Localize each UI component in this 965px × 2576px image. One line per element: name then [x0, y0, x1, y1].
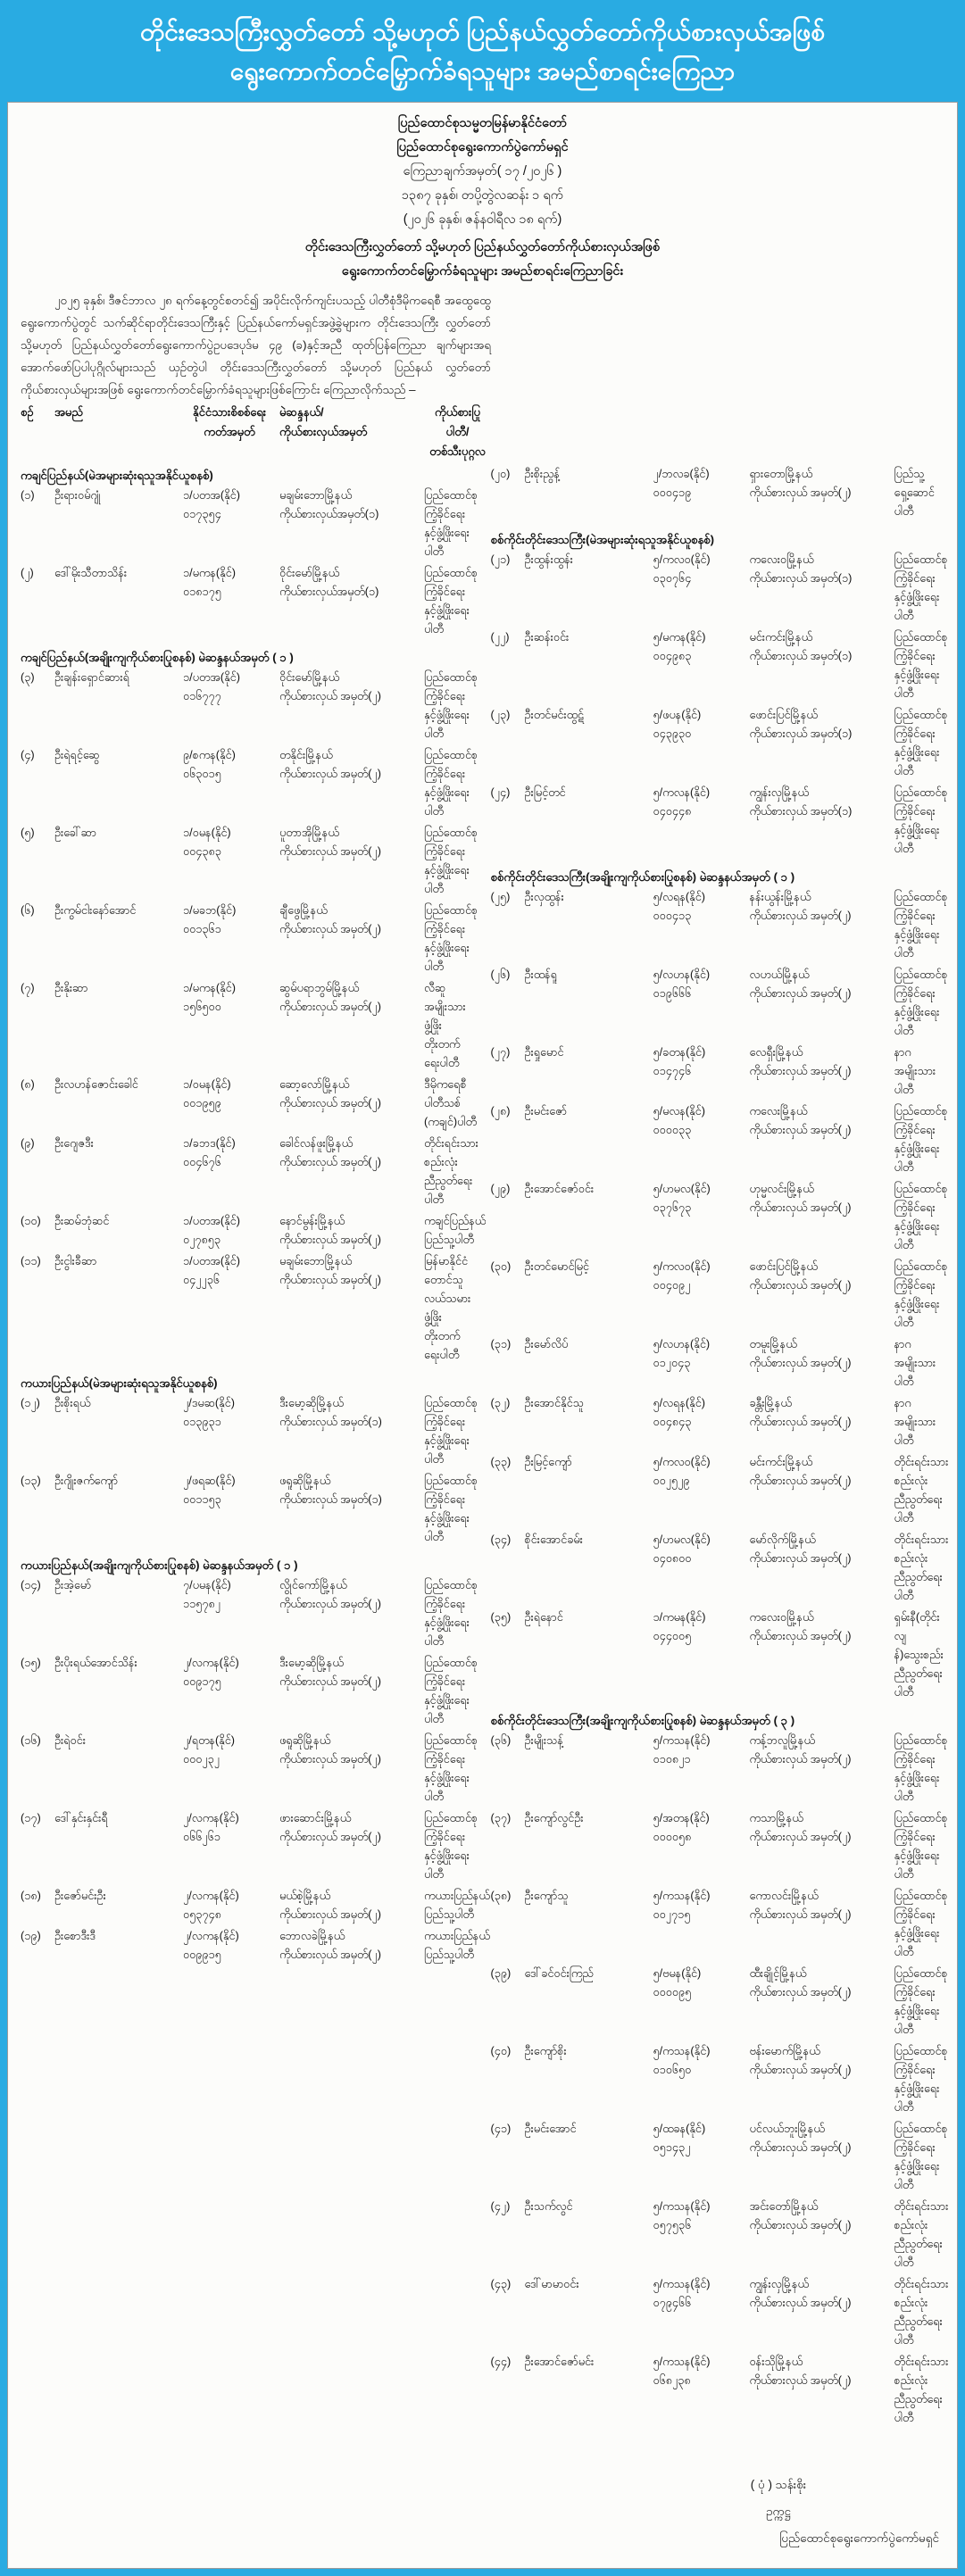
entry-nrc: ၅/ထခန(နိုင်) ၀၅၁၄၃၂	[653, 2123, 706, 2154]
entry-number: (၃၂)	[490, 1397, 511, 1409]
entry-row	[490, 1258, 948, 1333]
entry-constituency: ထီးချိုင့်မြို့နယ် ကိုယ်စားလှယ် အမှတ်(၂)	[749, 1967, 852, 1998]
entry-number: (၁၂)	[21, 1397, 40, 1409]
entry-constituency: လေရှီးမြို့နယ် ကိုယ်စားလှယ် အမှတ်(၂)	[749, 1046, 852, 1077]
entry-party: ပြည်ထောင်စုကြံ့ခိုင်ရေး နှင့်ဖွံ့ဖြိုးရေးပါတီ	[424, 671, 478, 740]
entry-party: တိုင်းရင်းသားစည်းလုံး ညီညွတ်ရေးပါတီ	[894, 1456, 949, 1525]
entry-party: ကယားပြည်နယ် ပြည်သူ့ပါတီ	[424, 1890, 490, 1921]
myanmar-date: ၁၃၈၇ ခုနှစ်၊ တပို့တွဲလဆန်း ၁ ရက်	[402, 188, 563, 203]
entry-party: တိုင်းရင်းသားစည်းလုံး ညီညွတ်ရေးပါတီ	[424, 1137, 478, 1206]
entry-row	[21, 902, 478, 976]
entry-party: ပြည်ထောင်စုကြံ့ခိုင်ရေး နှင့်ဖွံ့ဖြိုးရေးပါတီ	[894, 1967, 948, 2036]
entry-name: ဦးစိုးရယ်	[54, 1397, 91, 1409]
entry-nrc: ၅/ကသန(နိုင်) ၀၆၈၂၃၈	[653, 2356, 711, 2387]
entry-party: ပြည်သူ့ရှေ့ဆောင်ပါတီ	[894, 468, 935, 518]
entry-party: ပြည်ထောင်စုကြံ့ခိုင်ရေး နှင့်ဖွံ့ဖြိုးရေးပါတီ	[894, 553, 948, 622]
entry-number: (၁၁)	[21, 1255, 41, 1267]
entry-number: (၃၈)	[490, 1890, 512, 1902]
entry-party: ပြည်ထောင်စုကြံ့ခိုင်ရေး နှင့်ဖွံ့ဖြိုးရေးပါတီ	[424, 1475, 478, 1543]
entry-constituency: ကျွန်းလှမြို့နယ် ကိုယ်စားလှယ် အမှတ်(၂)	[749, 2278, 852, 2309]
entry-party: ပြည်ထောင်စုကြံ့ခိုင်ရေး နှင့်ဖွံ့ဖြိုးရေးပါတီ	[424, 1734, 478, 1803]
entry-row	[21, 746, 478, 821]
entry-number: (၄၃)	[490, 2278, 512, 2290]
entry-constituency: နန်းယွန်းမြို့နယ် ကိုယ်စားလှယ် အမှတ်(၂)	[749, 891, 852, 922]
entry-name: ဦးအဲ့မော်	[54, 1579, 92, 1591]
entry-number: (၄၁)	[490, 2123, 512, 2135]
list-column-1	[21, 465, 490, 1967]
entry-nrc: ၁/ဝမန(နိုင်) ၀၀၄၃၈၃	[183, 827, 231, 858]
entry-name: ဦးရားဝမ်ဂျုံ	[54, 489, 101, 502]
entry-nrc: ၅/မကန(နိုင်) ၀၀၄၉၈၃	[653, 631, 706, 662]
document-title-line-2: ရွေးကောက်တင်မြှောက်ခံရသူများ အမည်စာရင်းကြေညာခြင်း	[341, 264, 624, 278]
table-header	[21, 403, 491, 461]
entry-nrc: ၉/စကန(နိုင်) ၀၆၃၀၁၅	[183, 749, 236, 780]
entry-row	[21, 1887, 490, 1924]
entry-name: ဦးဆမ်ဘုံဆင်	[54, 1215, 110, 1227]
entry-name: ဒေါ်နှင်းနှင်းရီ	[54, 1812, 108, 1824]
entry-number: (၂၄)	[490, 786, 511, 799]
entry-row	[21, 1732, 478, 1807]
entry-party: ပြည်ထောင်စုကြံ့ခိုင်ရေး နှင့်ဖွံ့ဖြိုးရေးပါတီ	[894, 1183, 948, 1251]
entry-name: ဦးဆန်းဝင်း	[524, 631, 570, 644]
entry-constituency: လဟယ်မြို့နယ် ကိုယ်စားလှယ် အမှတ်(၂)	[749, 968, 852, 1000]
entry-row	[21, 1927, 490, 1965]
entry-party: နာဂအမျိုးသားပါတီ	[894, 1397, 936, 1447]
entry-name: ဦးထွန်းထွန်း	[524, 553, 573, 566]
entry-party: တိုင်းရင်းသားစည်းလုံး ညီညွတ်ရေးပါတီ	[894, 2200, 949, 2269]
entry-name: ဦးထန်ရူ	[524, 968, 557, 981]
entry-party: လီဆူအမျိုးသားဖွံ့ဖြိုး တိုးတက်ရေးပါတီ	[424, 982, 466, 1069]
entry-name: ဦးမင်းဇော်	[524, 1105, 567, 1118]
entry-row	[490, 706, 948, 781]
entry-name: ဒေါ်မာမာဝင်း	[524, 2278, 579, 2290]
section-header: ကယားပြည်နယ်(အချိုးကျကိုယ်စားပြုစနစ်) မဲဆန္ဒနယ်အမှတ် ( ၁ )	[21, 1558, 298, 1572]
entry-constituency: ကောလင်းမြို့နယ် ကိုယ်စားလှယ် အမှတ်(၂)	[749, 1890, 852, 1921]
entry-nrc: ၅/အတန(နိုင်) ၀၀၀၀၅၈	[653, 1812, 710, 1843]
entry-row	[21, 1076, 475, 1132]
entry-row	[490, 1732, 948, 1807]
signature-role: ဥက္ကဋ္ဌ	[765, 2505, 792, 2518]
entry-row	[490, 628, 948, 703]
column-header-nrc: နိုင်ငံသားစိစစ်ရေး ကတ်အမှတ်	[192, 405, 267, 438]
entry-name: ဦးအောင်ဇော်မင်း	[524, 2356, 595, 2368]
entry-constituency: နောင်မွန်းမြို့နယ် ကိုယ်စားလှယ် အမှတ်(၂)	[279, 1215, 381, 1246]
entry-nrc: ၅/လရန(နိုင်) ၀၀၄၈၄၃	[653, 1397, 705, 1428]
entry-row	[490, 1453, 949, 1528]
entry-constituency: ဝိုင်းမော်မြို့နယ် ကိုယ်စားလှယ် အမှတ်(၂)	[279, 671, 381, 702]
entry-number: (၂၂)	[490, 631, 510, 644]
entry-row	[490, 1809, 948, 1884]
entry-number: (၂)	[21, 567, 34, 579]
entry-party: ပြည်ထောင်စုကြံ့ခိုင်ရေး နှင့်ဖွံ့ဖြိုးရေးပါတီ	[894, 1105, 948, 1174]
entry-party: တိုင်းရင်းသားစည်းလုံး ညီညွတ်ရေးပါတီ	[894, 2356, 949, 2424]
entry-party: ပြည်ထောင်စုကြံ့ခိုင်ရေး နှင့်ဖွံ့ဖြိုးရေးပါတီ	[424, 827, 478, 895]
entry-constituency: ခန္တီးမြို့နယ် ကိုယ်စားလှယ် အမှတ်(၂)	[749, 1397, 852, 1428]
banner-line-2: ရွေးကောက်တင်မြှောက်ခံရသူများ အမည်စာရင်းကြေညာ	[229, 57, 736, 85]
entry-nrc: ၅/ဟမလ(နိုင်) ၀၃၇၆၇၃	[653, 1183, 711, 1214]
entry-constituency: မင်းကင်းမြို့နယ် ကိုယ်စားလှယ် အမှတ်(၂)	[749, 1456, 852, 1487]
entry-constituency: ကျွန်းလှမြို့နယ် ကိုယ်စားလှယ် အမှတ်(၁)	[749, 786, 853, 818]
banner	[7, 7, 958, 102]
entry-nrc: ၅/ကသန(နိုင်) ၀၅၇၅၃၆	[653, 2200, 711, 2231]
entry-row	[490, 1531, 949, 1606]
document-title	[21, 236, 944, 284]
entry-name: ဦးကျော်သူ	[524, 1890, 569, 1902]
entry-name: ဦးရှုမောင်	[524, 1046, 564, 1059]
entry-number: (၅)	[21, 827, 35, 839]
entry-party: ပြည်ထောင်စုကြံ့ခိုင်ရေး နှင့်ဖွံ့ဖြိုးရေးပါတီ	[424, 904, 478, 973]
entry-number: (၃၉)	[490, 1967, 512, 1980]
entry-name: ဦးမြင့်ကျော်	[524, 1456, 572, 1468]
entry-name: ဦးမင်းအောင်	[524, 2123, 577, 2135]
entry-name: ဦးမြင့်တင်	[524, 786, 566, 799]
entry-row	[21, 1809, 478, 1884]
entry-row	[491, 1043, 945, 1100]
entry-row	[21, 1472, 478, 1547]
entry-nrc: ၅/ကသန(နိုင်) ၀၇၉၄၆၆	[653, 2278, 711, 2309]
entry-number: (၃၁)	[490, 1338, 512, 1350]
entry-nrc: ၅/ဖပန(နိုင်) ၀၄၃၉၃၀	[653, 709, 702, 740]
entry-number: (၂၁)	[490, 553, 511, 566]
entry-nrc: ၂/လကန(နိုင်) ၀၀၉၁၇၅	[183, 1657, 239, 1688]
entry-name: ဦးဂျေဇဒီး	[54, 1137, 94, 1150]
entry-party: ရှမ်းနီ(တိုင်းလျန်)သွေးစည်း ညီညွတ်ရေးပါတီ	[894, 1611, 944, 1699]
entry-party: ပြည်ထောင်စုကြံ့ခိုင်ရေး နှင့်ဖွံ့ဖြိုးရေးပါတီ	[894, 1890, 948, 1958]
entry-constituency: ဖရူဆိုမြို့နယ် ကိုယ်စားလှယ် အမှတ်(၁)	[279, 1475, 382, 1506]
entry-name: ဦးမော်လိပ်	[524, 1338, 569, 1350]
document-sheet	[7, 102, 958, 2569]
entry-party: ပြည်ထောင်စုကြံ့ခိုင်ရေး နှင့်ဖွံ့ဖြိုးရေးပါတီ	[894, 2123, 948, 2191]
entry-name: ဦးအောင်နိုင်သူ	[524, 1397, 584, 1409]
entry-party: ပြည်ထောင်စုကြံ့ခိုင်ရေး နှင့်ဖွံ့ဖြိုးရေးပါတီ	[894, 968, 948, 1037]
entry-name: ဦးဂျိုးဇက်ကျော်	[54, 1475, 119, 1487]
entry-number: (၁၇)	[21, 1812, 41, 1824]
entry-row	[21, 1252, 475, 1365]
entry-party: ပြည်ထောင်စုကြံ့ခိုင်ရေး နှင့်ဖွံ့ဖြိုးရေးပါတီ	[424, 567, 478, 636]
entry-party: တိုင်းရင်းသားစည်းလုံး ညီညွတ်ရေးပါတီ	[894, 2278, 949, 2347]
entry-constituency: ဆော့လော်မြို့နယ် ကိုယ်စားလှယ် အမှတ်(၂)	[279, 1078, 381, 1109]
entry-row	[21, 1212, 487, 1250]
entry-number: (၂၅)	[490, 891, 511, 903]
entry-row	[21, 979, 475, 1073]
entry-nrc: ၅/ဗမန(နိုင်) ၀၀၀၀၉၅	[653, 1967, 702, 1998]
entry-number: (၁၃)	[21, 1475, 41, 1487]
entry-constituency: မင်းကင်းမြို့နယ် ကိုယ်စားလှယ် အမှတ်(၁)	[749, 631, 853, 662]
entry-nrc: ၂/လကန(နိုင်) ၀၅၃၇၄၈	[183, 1890, 239, 1921]
entry-name: ဦးမျိုးသန့်	[524, 1734, 563, 1747]
entry-constituency: မချမ်းဘောမြို့နယ် ကိုယ်စားလှယ်အမှတ်(၁)	[279, 489, 379, 520]
entry-number: (၃၀)	[490, 1260, 512, 1273]
state-title: ပြည်ထောင်စုသမ္မတမြန်မာနိုင်ငံတော်	[397, 116, 568, 130]
entry-row	[490, 551, 948, 626]
entry-party: နာဂအမျိုးသားပါတီ	[894, 1046, 936, 1096]
list-columns	[21, 465, 949, 2431]
entry-constituency: ပင်လယ်ဘူးမြို့နယ် ကိုယ်စားလှယ် အမှတ်(၂)	[749, 2123, 852, 2154]
entry-number: (၂၈)	[490, 1105, 511, 1118]
entry-constituency: ကလေးမြို့နယ် ကိုယ်စားလှယ် အမှတ်(၂)	[749, 1105, 852, 1136]
entry-constituency: ဝန်းသိုမြို့နယ် ကိုယ်စားလှယ် အမှတ်(၂)	[749, 2356, 852, 2387]
entry-number: (၁၈)	[21, 1890, 41, 1902]
entry-name: ဦးစောဒီးဒီ	[54, 1930, 96, 1942]
signature-block	[645, 2472, 939, 2552]
entry-name: ဦးကျော်စိုး	[524, 2045, 567, 2057]
entry-nrc: ၅/ကလဝ(နိုင်) ၀၀၂၅၂၉	[653, 1456, 711, 1487]
entry-nrc: ၁/ပတအ(နိုင်) ၀၁၆၇၇၇	[183, 671, 240, 702]
entry-nrc: ၁/မကန(နိုင်) ၁၅၆၅၀၀	[183, 982, 236, 1013]
entry-row	[21, 1576, 478, 1651]
entry-constituency: ကလေးဝမြို့နယ် ကိုယ်စားလှယ် အမှတ်(၁)	[749, 553, 853, 585]
entry-party: မြန်မာနိုင်ငံတောင်သူ လယ်သမား ဖွံ့ဖြိုးတိုးတက်ရေးပါတီ	[424, 1255, 471, 1361]
entry-row	[491, 1608, 945, 1702]
entry-number: (၂၉)	[490, 1183, 511, 1195]
entry-number: (၃၃)	[490, 1456, 512, 1468]
entry-number: (၃၇)	[490, 1812, 512, 1824]
entry-number: (၄၀)	[490, 2045, 512, 2057]
entry-number: (၂၆)	[490, 968, 511, 981]
section-header: စစ်ကိုင်းတိုင်းဒေသကြီး(မဲအများဆုံးရသူအနိုင်ယူစနစ်)	[490, 533, 715, 546]
entry-row	[21, 1394, 478, 1469]
document-head	[21, 112, 944, 232]
entry-nrc: ၁/မခဘ(နိုင်) ၀၀၁၃၆၁	[183, 904, 237, 935]
entry-constituency: ဖောင်းပြင်မြို့နယ် ကိုယ်စားလှယ် အမှတ်(၂)	[749, 1260, 852, 1292]
entry-party: ဒီမိုကရေစီပါတီသစ် (ကချင်)ပါတီ	[424, 1078, 477, 1128]
entry-row	[21, 1134, 478, 1209]
section-header: စစ်ကိုင်းတိုင်းဒေသကြီး(အချိုးကျကိုယ်စားပြုစနစ်) မဲဆန္ဒနယ်အမှတ် ( ၃ )	[490, 1714, 795, 1727]
column-header-name: အမည်	[54, 405, 83, 419]
entry-nrc: ၂/ဒမဆ(နိုင်) ၀၁၃၉၃၁	[183, 1397, 235, 1428]
entry-party: တိုင်းရင်းသားစည်းလုံး ညီညွတ်ရေးပါတီ	[894, 1533, 949, 1602]
entry-name: ဦးပိုးရယ်အောင်သိန်း	[54, 1657, 137, 1669]
column-header-no: စဉ်	[21, 405, 34, 419]
entry-constituency: ဘောလခဲမြို့နယ် ကိုယ်စားလှယ် အမှတ်(၂)	[279, 1930, 381, 1961]
entry-number: (၂၀)	[490, 468, 511, 480]
entry-row	[490, 2042, 948, 2117]
entry-row	[491, 1335, 945, 1392]
section-header: ကချင်ပြည်နယ်(အချိုးကျကိုယ်စားပြုစနစ်) မဲဆန္ဒနယ်အမှတ် ( ၁ )	[21, 651, 294, 664]
signature-org: ပြည်ထောင်စုရွေးကောက်ပွဲကော်မရှင်	[779, 2531, 939, 2545]
entry-number: (၁၄)	[21, 1579, 41, 1591]
entry-row	[490, 1180, 948, 1255]
entry-nrc: ၂/လကန(နိုင်) ၀၆၆၂၆၁	[183, 1812, 239, 1843]
entry-constituency: အင်းတော်မြို့နယ် ကိုယ်စားလှယ် အမှတ်(၂)	[749, 2200, 852, 2231]
entry-nrc: ၅/ကသန(နိုင်) ၀၁၀၈၂၁	[653, 1734, 711, 1766]
column-header-constituency: မဲဆန္ဒနယ်/ ကိုယ်စားလှယ်အမှတ်	[279, 405, 368, 438]
entry-number: (၆)	[21, 904, 35, 917]
entry-number: (၄)	[21, 749, 35, 761]
entry-name: ဦးသက်လွင်	[524, 2200, 573, 2213]
entry-nrc: ၁/ဝမန(နိုင်) ၀၀၁၉၅၉	[183, 1078, 231, 1109]
entry-row	[21, 1654, 478, 1729]
entry-party: ပြည်ထောင်စုကြံ့ခိုင်ရေး နှင့်ဖွံ့ဖြိုးရေးပါတီ	[894, 631, 948, 700]
entry-name: ဦးရဲရင့်ဆွေ	[54, 749, 100, 761]
entry-constituency: ရှားတောမြို့နယ် ကိုယ်စားလှယ် အမှတ်(၂)	[749, 468, 852, 499]
entry-constituency: မော်လိုက်မြို့နယ် ကိုယ်စားလှယ် အမှတ်(၂)	[749, 1533, 852, 1565]
entry-number: (၄၄)	[490, 2356, 512, 2368]
entry-name: ဦးတင်မင်းထွဋ်	[524, 709, 584, 721]
entry-constituency: ဒီးမော့ဆိုမြို့နယ် ကိုယ်စားလှယ် အမှတ်(၁)	[279, 1397, 382, 1428]
entry-row	[490, 966, 948, 1041]
entry-name: ဦးခေါ်ဆာ	[54, 827, 96, 839]
entry-nrc: ၇/ပမန(နိုင်) ၁၁၅၇၈၂	[183, 1579, 231, 1610]
entry-number: (၁၆)	[21, 1734, 41, 1747]
entry-number: (၄၂)	[490, 2200, 511, 2213]
entry-nrc: ၂/လကန(နိုင်) ၀၀၉၉၁၅	[183, 1930, 239, 1961]
entry-nrc: ၁/မကန(နိုင်) ၀၁၈၁၇၅	[183, 567, 236, 598]
entry-constituency: ကသာမြို့နယ် ကိုယ်စားလှယ် အမှတ်(၂)	[749, 1812, 852, 1843]
announcement-number: ကြေညာချက်အမှတ်( ၁၇ /၂၀၂၆ )	[403, 164, 562, 179]
entry-constituency: ဖရူဆိုမြို့နယ် ကိုယ်စားလှယ် အမှတ်(၂)	[279, 1734, 381, 1766]
entry-number: (၃၆)	[490, 1734, 512, 1747]
signature-name: ( ပုံ ) သန်းစိုး	[750, 2478, 807, 2491]
entry-row	[21, 669, 478, 744]
gregorian-date: (၂၀၂၆ ခုနှစ်၊ ဇန်နဝါရီလ ၁၈ ရက်)	[403, 212, 562, 227]
list-column-2	[490, 465, 949, 2431]
entry-number: (၇)	[21, 982, 35, 994]
entry-party: ပြည်ထောင်စုကြံ့ခိုင်ရေး နှင့်ဖွံ့ဖြိုးရေးပါတီ	[894, 786, 948, 855]
entry-row	[21, 486, 478, 561]
column-header-party: ကိုယ်စားပြုပါတီ/ တစ်သီးပုဂ္ဂလ	[429, 405, 486, 458]
entry-nrc: ၅/ခတန(နိုင်) ၀၁၄၇၄၆	[653, 1046, 706, 1077]
entry-constituency: တမူးမြို့နယ် ကိုယ်စားလှယ် အမှတ်(၂)	[749, 1338, 852, 1369]
entry-nrc: ၂/ဘလခ(နိုင်) ၀၀၀၄၁၉	[653, 468, 710, 499]
entry-row	[490, 2120, 948, 2195]
entry-party: ပြည်ထောင်စုကြံ့ခိုင်ရေး နှင့်ဖွံ့ဖြိုးရေးပါတီ	[894, 891, 948, 960]
entry-number: (၃)	[21, 671, 35, 684]
entry-party: ပြည်ထောင်စုကြံ့ခိုင်ရေး နှင့်ဖွံ့ဖြိုးရေးပါတီ	[424, 1657, 478, 1725]
entry-row	[490, 1887, 948, 1962]
commission-title: ပြည်ထောင်စုရွေးကောက်ပွဲကော်မရှင်	[396, 140, 569, 154]
entry-nrc: ၅/ကလဝ(နိုင်) ၀၀၄၀၉၂	[653, 1260, 711, 1292]
entry-nrc: ၂/ရတန(နိုင်) ၀၀၀၂၃၂	[183, 1734, 236, 1766]
entry-name: ဦးရဲဝင်း	[54, 1734, 86, 1747]
entry-row	[491, 465, 945, 521]
entry-number: (၃၄)	[490, 1533, 512, 1546]
entry-row	[490, 2275, 949, 2350]
entry-number: (၁၉)	[21, 1930, 41, 1942]
entry-number: (၁၀)	[21, 1215, 41, 1227]
entry-row	[490, 2353, 949, 2428]
entry-party: ပြည်ထောင်စုကြံ့ခိုင်ရေး နှင့်ဖွံ့ဖြိုးရေးပါတီ	[424, 1812, 478, 1881]
entry-nrc: ၁/ကမန(နိုင်) ၀၄၄၀၀၅	[653, 1611, 706, 1642]
entry-nrc: ၅/ကလန(နိုင်) ၀၄၀၄၄၈	[653, 786, 711, 818]
entry-number: (၂၇)	[490, 1046, 511, 1059]
entry-constituency: မချမ်းဘောမြို့နယ် ကိုယ်စားလှယ် အမှတ်(၂)	[279, 1255, 381, 1286]
entry-row	[490, 2198, 949, 2273]
entry-name: ဒေါ်မိုးသီတာသိန်း	[54, 567, 128, 579]
entry-nrc: ၁/ခဘဒ(နိုင်) ၀၀၄၆၇၆	[183, 1137, 236, 1168]
entry-name: ဦးအောင်ဇော်ဝင်း	[524, 1183, 595, 1195]
entry-number: (၁၅)	[21, 1657, 41, 1669]
document-title-line-1: တိုင်းဒေသကြီးလွှတ်တော် သို့မဟုတ် ပြည်နယ်လွှတ်တော်ကိုယ်စားလှယ်အဖြစ်	[304, 240, 661, 254]
entry-number: (၉)	[21, 1137, 35, 1150]
entry-name: ဒေါ်ခင်ဝင်းကြည်	[524, 1967, 594, 1980]
section-header: စစ်ကိုင်းတိုင်းဒေသကြီး(အချိုးကျကိုယ်စားပြုစနစ်) မဲဆန္ဒနယ်အမှတ် ( ၁ )	[490, 870, 795, 884]
entry-nrc: ၅/ကလဝ(နိုင်) ၀၃၀၇၆၄	[653, 553, 711, 585]
entry-party: ပြည်ထောင်စုကြံ့ခိုင်ရေး နှင့်ဖွံ့ဖြိုးရေးပါတီ	[894, 1260, 948, 1329]
entry-constituency: ဖောင်းပြင်မြို့နယ် ကိုယ်စားလှယ် အမှတ်(၁)	[749, 709, 853, 740]
entry-constituency: လွိုင်ကော်မြို့နယ် ကိုယ်စားလှယ် အမှတ်(၂)	[279, 1579, 381, 1610]
entry-party: ကယားပြည်နယ် ပြည်သူ့ပါတီ	[424, 1930, 490, 1961]
entry-nrc: ၁/ပတအ(နိုင်) ၀၄၂၂၃၆	[183, 1255, 240, 1286]
entry-party: ပြည်ထောင်စုကြံ့ခိုင်ရေး နှင့်ဖွံ့ဖြိုးရေးပါတီ	[894, 1734, 948, 1803]
entry-party: ပြည်ထောင်စုကြံ့ခိုင်ရေး နှင့်ဖွံ့ဖြိုးရေးပါတီ	[424, 1397, 478, 1466]
entry-constituency: ဝိုင်းမော်မြို့နယ် ကိုယ်စားလှယ်အမှတ်(၁)	[279, 567, 379, 598]
entry-row	[490, 784, 948, 859]
entry-number: (၂၃)	[490, 709, 511, 721]
entry-name: ဦးငွါးခီဆာ	[54, 1255, 97, 1267]
entry-number: (၁)	[21, 489, 35, 502]
section-header: ကချင်ပြည်နယ်(မဲအများဆုံးရသူအနိုင်ယူစနစ်)	[21, 469, 213, 482]
entry-constituency: ချီဖွေမြို့နယ် ကိုယ်စားလှယ် အမှတ်(၂)	[279, 904, 381, 935]
entry-constituency: ကန့်ဘလူမြို့နယ် ကိုယ်စားလှယ် အမှတ်(၂)	[749, 1734, 852, 1766]
entry-row	[21, 824, 478, 899]
entry-constituency: ကလေးဝမြို့နယ် ကိုယ်စားလှယ် အမှတ်(၂)	[749, 1611, 852, 1642]
entry-constituency: ဟုမ္မလင်းမြို့နယ် ကိုယ်စားလှယ် အမှတ်(၂)	[749, 1183, 852, 1214]
entry-nrc: ၂/ဖရဆ(နိုင်) ၀၀၁၁၅၃	[183, 1475, 236, 1506]
entry-party: နာဂအမျိုးသားပါတီ	[894, 1338, 936, 1388]
entry-row	[490, 888, 948, 963]
entry-party: ပြည်ထောင်စုကြံ့ခိုင်ရေး နှင့်ဖွံ့ဖြိုးရေးပါတီ	[424, 489, 478, 558]
entry-row	[21, 564, 478, 639]
section-header: ကယားပြည်နယ်(မဲအများဆုံးရသူအနိုင်ယူစနစ်)	[21, 1376, 218, 1390]
entry-nrc: ၅/မလန(နိုင်) ၀၀၀၀၃၃	[653, 1105, 705, 1136]
entry-constituency: မယ်စဲ့မြို့နယ် ကိုယ်စားလှယ် အမှတ်(၂)	[279, 1890, 381, 1921]
intro-paragraph: ၂၀၂၅ ခုနှစ်၊ ဒီဇင်ဘာလ ၂၈ ရက်နေ့တွင်စတင်၍ အပိုင်းလိုက်ကျင်းပသည့် ပါတီစုံဒီမိုကရေစီ အထွေထွေ ရွေးကောက်ပွဲတွင် သက်ဆိုင်ရာတိုင်းဒေသကြီးနှင့် ပြည်နယ်ကော်မရှင်အဖွဲ့ခွဲများက တိုင်းဒေသကြီး လွှတ်တော် သို့မဟုတ် ပြည်နယ်လွှတ်တော်ရွေးကောက်ပွဲဥပဒေပုဒ်မ ၄၉ (ခ)နှင့်အညီ ထုတ်ပြန်ကြေညာ ချက်များအရ အောက်ဖော်ပြပါပုဂ္ဂိုလ်များသည် ယှဉ်တွဲပါ တိုင်းဒေသကြီးလွှတ်တော် သို့မဟုတ် ပြည်နယ် လွှတ်တော်ကိုယ်စားလှယ်များအဖြစ် ရွေးကောက်တင်မြှောက်ခံရသူများဖြစ်ကြောင်း ကြေညာလိုက်သည် –	[21, 294, 491, 396]
entry-number: (၈)	[21, 1078, 35, 1091]
entry-constituency: ဗန်းမောက်မြို့နယ် ကိုယ်စားလှယ် အမှတ်(၂)	[749, 2045, 852, 2076]
entry-constituency: ဒီးမော့ဆိုမြို့နယ် ကိုယ်စားလှယ် အမှတ်(၂)	[279, 1657, 381, 1688]
entry-constituency: ဖားဆောင်းမြို့နယ် ကိုယ်စားလှယ် အမှတ်(၂)	[279, 1812, 381, 1843]
entry-constituency: တနိုင်းမြို့နယ် ကိုယ်စားလှယ် အမှတ်(၂)	[279, 749, 381, 780]
entry-name: ဦးကျော်လွင်ဦး	[524, 1812, 584, 1824]
entry-nrc: ၅/ကသန(နိုင်) ၀၁၀၆၅၀	[653, 2045, 711, 2076]
entry-party: ပြည်ထောင်စုကြံ့ခိုင်ရေး နှင့်ဖွံ့ဖြိုးရေးပါတီ	[894, 709, 948, 777]
entry-nrc: ၅/လဟန(နိုင်) ၀၁၉၆၆၆	[653, 968, 711, 1000]
entry-constituency: ဆွမ်ပရာဘွမ်မြို့နယ် ကိုယ်စားလှယ် အမှတ်(၂)	[279, 982, 381, 1013]
entry-number: (၃၅)	[490, 1611, 512, 1624]
entry-party: ပြည်ထောင်စုကြံ့ခိုင်ရေး နှင့်ဖွံ့ဖြိုးရေးပါတီ	[424, 749, 478, 818]
entry-nrc: ၅/လရန(နိုင်) ၀၀၀၄၁၃	[653, 891, 705, 922]
entry-name: ဦးစိုးညွန့်	[524, 468, 560, 480]
entry-nrc: ၁/ပတအ(နိုင်) ၀၂၇၈၅၃	[183, 1215, 240, 1246]
entry-party: ပြည်ထောင်စုကြံ့ခိုင်ရေး နှင့်ဖွံ့ဖြိုးရေးပါတီ	[894, 2045, 948, 2114]
banner-line-1: တိုင်းဒေသကြီးလွှတ်တော် သို့မဟုတ် ပြည်နယ်လွှတ်တော်ကိုယ်စားလှယ်အဖြစ်	[139, 18, 826, 46]
entry-name: ဦးရဲနောင်	[524, 1611, 563, 1624]
entry-name: ဦးချန်းရှောင်ဆားရ်	[54, 671, 129, 684]
entry-row	[491, 1394, 945, 1450]
entry-name: ဦးလဟန်ဇောင်းခေါင်	[54, 1078, 138, 1091]
entry-name: ဦးတင်မောင်မြင့်	[524, 1260, 589, 1273]
entry-name: စိုင်းအောင်ခမ်း	[524, 1533, 583, 1546]
entry-row	[490, 1102, 948, 1177]
entry-constituency: ပူတာအိုမြို့နယ် ကိုယ်စားလှယ် အမှတ်(၂)	[279, 827, 381, 858]
entry-name: ဦးဇော်မင်းဦး	[54, 1890, 106, 1902]
entry-nrc: ၅/လဟန(နိုင်) ၀၁၂၀၄၃	[653, 1338, 711, 1369]
entry-nrc: ၁/ပတအ(နိုင်) ၀၁၇၃၅၄	[183, 489, 240, 520]
entry-name: ဦးနိုးဆာ	[54, 982, 88, 994]
entry-party: ပြည်ထောင်စုကြံ့ခိုင်ရေး နှင့်ဖွံ့ဖြိုးရေးပါတီ	[894, 1812, 948, 1881]
entry-name: ဦးလှထွန်း	[524, 891, 564, 903]
entry-nrc: ၅/ကသန(နိုင်) ၀၀၂၇၁၅	[653, 1890, 711, 1921]
entry-party: ပြည်ထောင်စုကြံ့ခိုင်ရေး နှင့်ဖွံ့ဖြိုးရေးပါတီ	[424, 1579, 478, 1648]
entry-constituency: ခေါင်လန်ဖူးမြို့နယ် ကိုယ်စားလှယ် အမှတ်(၂)	[279, 1137, 381, 1168]
entry-name: ဦးကွမ်ငါးနော်အောင်	[54, 904, 137, 917]
entry-party: ကချင်ပြည်နယ် ပြည်သူ့ပါတီ	[424, 1215, 487, 1246]
entry-row	[490, 1965, 948, 2040]
entry-nrc: ၅/ဟမလ(နိုင်) ၀၄၀၈၀၀	[653, 1533, 711, 1565]
